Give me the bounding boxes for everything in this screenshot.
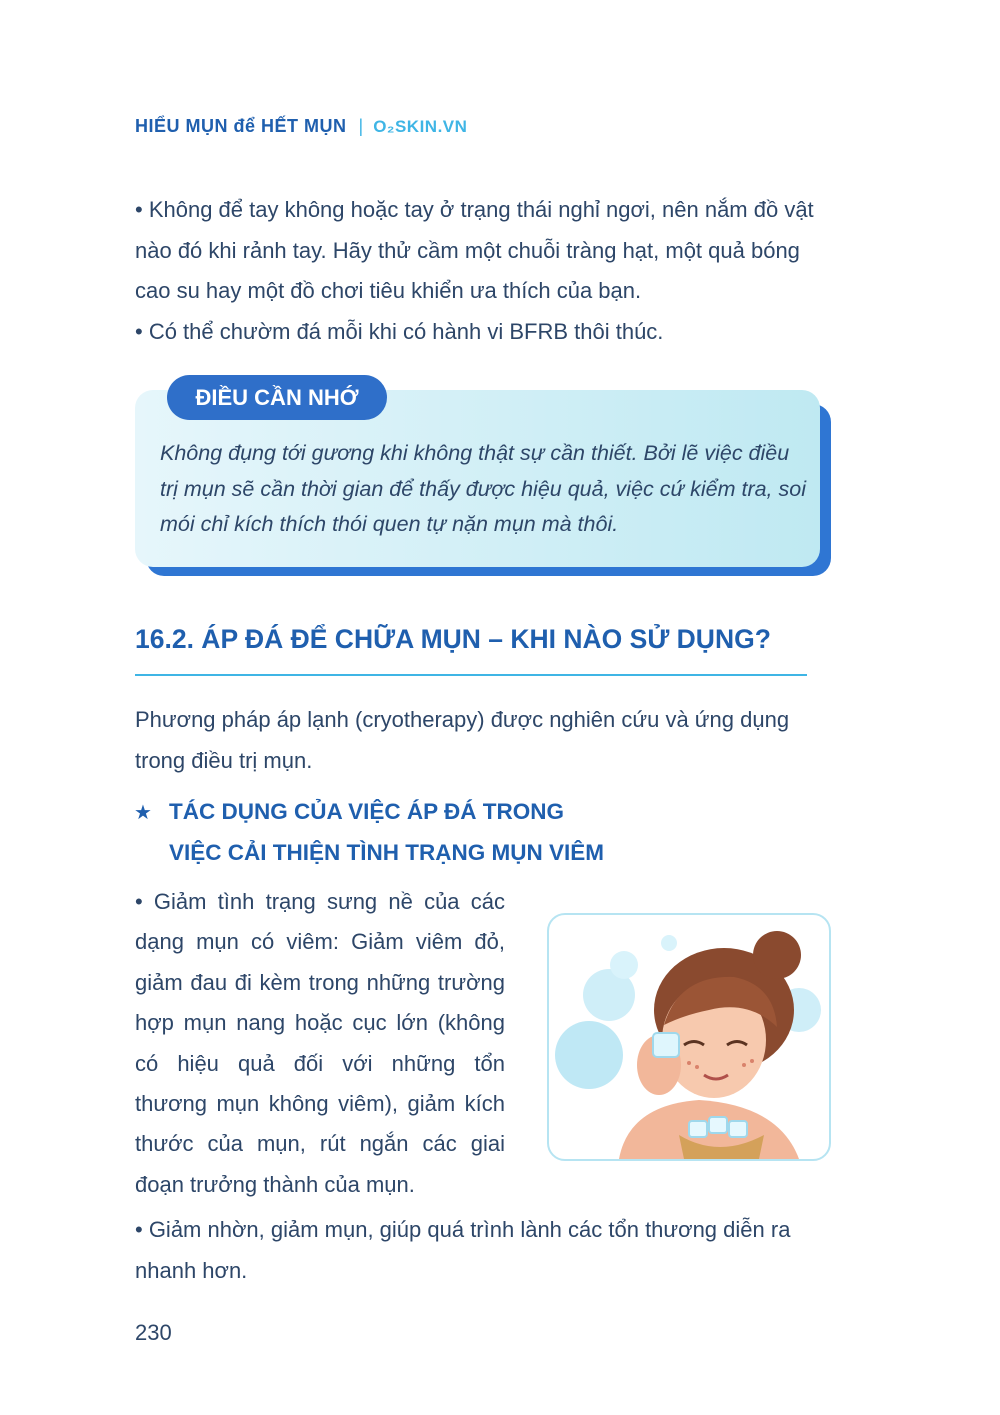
running-header (135, 116, 467, 137)
bullet-reduce-swelling: • Giảm tình trạng sưng nề của các dạng mụn có viêm: Giảm viêm đỏ, giảm đau đi kèm trong những trường hợp mụn nang hoặc cục lớn (không có hiệu quả đối với những tổn thương mụn không viêm), giảm kích thước của mụn, rút ngắn các giai đoạn trưởng thành của mụn. (135, 889, 505, 1197)
section-divider (135, 674, 807, 676)
note-text: Không đụng tới gương khi không thật sự cần thiết. Bởi lẽ việc điều trị mụn sẽ cần thời gian để thấy được hiệu quả, việc cứ kiểm tra, soi mói chỉ kích thích thói quen tự nặn mụn mà thôi. (160, 441, 806, 536)
tips-bullets (135, 190, 835, 352)
bullet-ice-compress: • Có thể chườm đá mỗi khi có hành vi BFRB thôi thúc. (135, 318, 664, 344)
subsection-title (169, 792, 604, 873)
book-title: HIỂU MỤN để HẾT MỤN (135, 116, 347, 136)
section-intro: Phương pháp áp lạnh (cryotherapy) được nghiên cứu và ứng dụng trong điều trị mụn. (135, 707, 790, 773)
section-title: 16.2. ÁP ĐÁ ĐỂ CHỮA MỤN – KHI NÀO SỬ DỤNG? (135, 624, 771, 654)
header-separator: | (358, 116, 364, 136)
woman-icing-face-icon (549, 915, 829, 1159)
subsection-title-line2: VIỆC CẢI THIỆN TÌNH TRẠNG MỤN VIÊM (169, 839, 605, 865)
subsection-title-line1: TÁC DỤNG CỦA VIỆC ÁP ĐÁ TRONG (169, 799, 565, 824)
note-label: ĐIỀU CẦN NHỚ (167, 375, 387, 420)
star-icon: ★ (134, 802, 152, 824)
ice-face-illustration (547, 913, 831, 1161)
page-number: 230 (135, 1320, 172, 1345)
bullet-hold-object: • Không để tay không hoặc tay ở trạng thái nghỉ ngơi, nên nắm đồ vật nào đó khi rảnh tay. Hãy thử cầm một chuỗi tràng hạt, một quả bóng cao su hay một đồ chơi tiêu khiển ưa thích của bạn. (135, 197, 814, 303)
bullet-reduce-oil: • Giảm nhờn, giảm mụn, giúp quá trình lành các tổn thương diễn ra nhanh hơn. (135, 1217, 791, 1283)
site-name: O₂SKIN.VN (373, 116, 468, 136)
